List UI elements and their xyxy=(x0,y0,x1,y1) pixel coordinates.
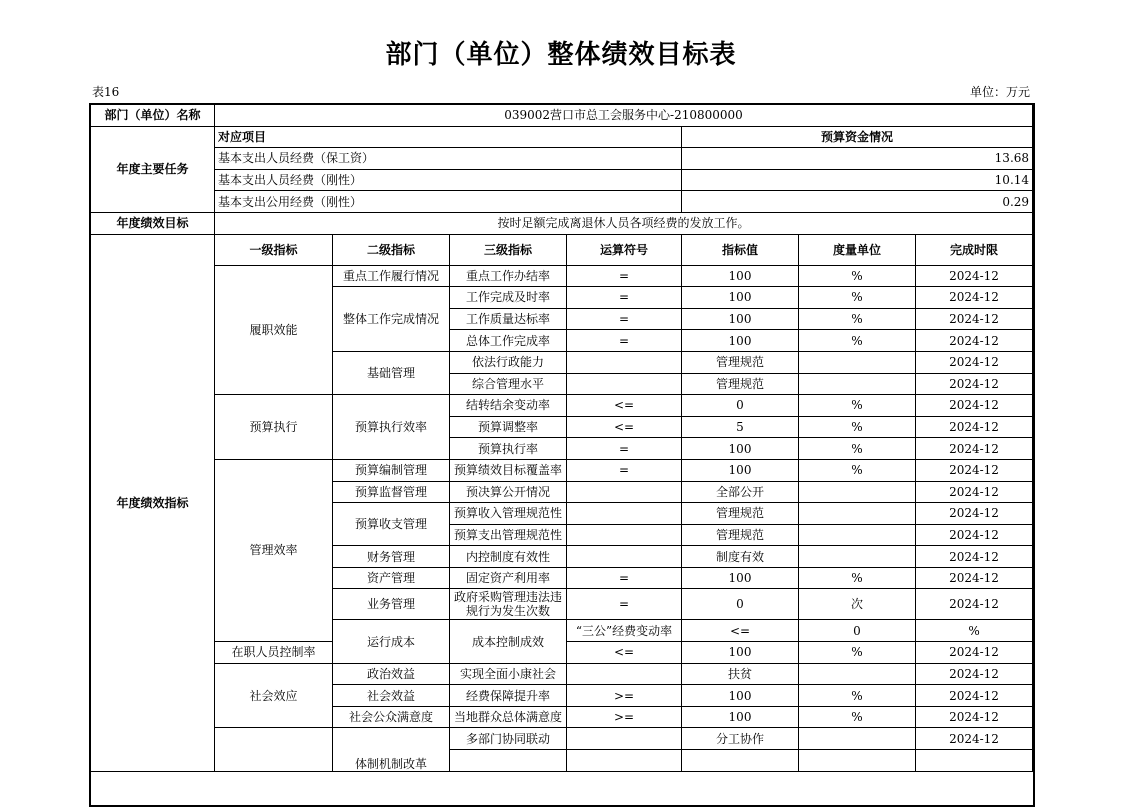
value-cell: 100 xyxy=(682,706,799,728)
value-cell: 管理规范 xyxy=(682,503,799,525)
unit-cell xyxy=(799,728,916,750)
level3-cell: 预算绩效目标覆盖率 xyxy=(450,459,567,481)
value-cell: 100 xyxy=(682,265,799,287)
level3-cell: 预决算公开情况 xyxy=(450,481,567,503)
operator-cell xyxy=(567,728,682,750)
level3-cell: 在职人员控制率 xyxy=(215,642,333,664)
operator-cell: = xyxy=(567,438,682,460)
value-cell: 0 xyxy=(799,620,916,642)
deadline-cell: 2024-12 xyxy=(916,663,1033,685)
operator-cell: = xyxy=(567,459,682,481)
level1-cell: 履职效能 xyxy=(215,265,333,395)
level3-cell: 结转结余变动率 xyxy=(450,395,567,417)
value-cell: 100 xyxy=(682,330,799,352)
header-value: 指标值 xyxy=(682,234,799,265)
operator-cell: >= xyxy=(567,706,682,728)
level2-cell: 整体工作完成情况 xyxy=(333,287,450,352)
level3-cell: 重点工作办结率 xyxy=(450,265,567,287)
deadline-cell: 2024-12 xyxy=(916,351,1033,373)
level3-cell: 内控制度有效性 xyxy=(450,546,567,568)
level2-cell: 预算执行效率 xyxy=(333,395,450,460)
level1-cell: 预算执行 xyxy=(215,395,333,460)
operator-cell: <= xyxy=(682,620,799,642)
value-cell: 100 xyxy=(682,459,799,481)
deadline-cell: 2024-12 xyxy=(916,438,1033,460)
deadline-cell xyxy=(916,750,1033,772)
table-row xyxy=(91,105,1033,127)
deadline-cell: 2024-12 xyxy=(916,589,1033,620)
level2-cell: 基础管理 xyxy=(333,351,450,394)
indicators-label: 年度绩效指标 xyxy=(91,234,215,771)
unit-cell: % xyxy=(799,416,916,438)
level2-cell: 财务管理 xyxy=(333,546,450,568)
header-level1: 一级指标 xyxy=(215,234,333,265)
value-cell: 扶贫 xyxy=(682,663,799,685)
task-item: 基本支出公用经费（刚性） xyxy=(215,191,682,213)
operator-cell: = xyxy=(567,287,682,309)
level3-cell: 固定资产利用率 xyxy=(450,567,567,589)
level3-cell: 当地群众总体满意度 xyxy=(450,706,567,728)
operator-cell: = xyxy=(567,330,682,352)
deadline-cell: 2024-12 xyxy=(916,642,1033,664)
level3-cell: 预算调整率 xyxy=(450,416,567,438)
operator-cell: = xyxy=(567,589,682,620)
table-number: 表16 xyxy=(92,85,120,99)
deadline-cell: 2024-12 xyxy=(916,265,1033,287)
task-item: 基本支出人员经费（刚性） xyxy=(215,169,682,191)
unit-label: 单位：万元 xyxy=(969,85,1030,99)
unit-cell xyxy=(799,750,916,772)
operator-cell: <= xyxy=(567,395,682,417)
deadline-cell: 2024-12 xyxy=(916,287,1033,309)
operator-cell: = xyxy=(567,265,682,287)
operator-cell xyxy=(567,663,682,685)
tasks-header-item: 对应项目 xyxy=(215,126,682,148)
unit-cell: % xyxy=(799,308,916,330)
deadline-cell: 2024-12 xyxy=(916,567,1033,589)
deadline-cell: 2024-12 xyxy=(916,373,1033,395)
level2-cell: 成本控制成效 xyxy=(450,620,567,663)
value-cell: 100 xyxy=(682,642,799,664)
operator-cell: <= xyxy=(567,642,682,664)
deadline-cell: 2024-12 xyxy=(916,706,1033,728)
value-cell: 100 xyxy=(682,567,799,589)
unit-cell xyxy=(799,481,916,503)
deadline-cell: 2024-12 xyxy=(916,395,1033,417)
operator-cell xyxy=(567,373,682,395)
table-row xyxy=(91,728,1033,750)
level1-cell: 社会效应 xyxy=(215,663,333,728)
unit-cell xyxy=(799,351,916,373)
value-cell: 全部公开 xyxy=(682,481,799,503)
level3-cell: 经费保障提升率 xyxy=(450,685,567,707)
level3-cell: 预算收入管理规范性 xyxy=(450,503,567,525)
unit-cell: % xyxy=(799,685,916,707)
level2-cell: 重点工作履行情况 xyxy=(333,265,450,287)
table-row xyxy=(91,212,1033,234)
table-row xyxy=(91,265,1033,287)
level1-cell xyxy=(215,728,333,771)
level3-cell: 预算支出管理规范性 xyxy=(450,524,567,546)
unit-cell: % xyxy=(799,642,916,664)
performance-goal-table xyxy=(90,104,1033,772)
level2-cell: 预算监督管理 xyxy=(333,481,450,503)
level2-cell: 社会公众满意度 xyxy=(333,706,450,728)
value-cell: 0 xyxy=(682,395,799,417)
level3-cell: 依法行政能力 xyxy=(450,351,567,373)
table-row xyxy=(91,395,1033,417)
deadline-cell: 2024-12 xyxy=(916,524,1033,546)
operator-cell xyxy=(567,481,682,503)
operator-cell xyxy=(567,524,682,546)
header-unit: 度量单位 xyxy=(799,234,916,265)
unit-cell: % xyxy=(799,287,916,309)
value-cell xyxy=(682,750,799,772)
operator-cell: = xyxy=(567,567,682,589)
header-level2: 二级指标 xyxy=(333,234,450,265)
unit-cell: % xyxy=(916,620,1033,642)
task-amount: 0.29 xyxy=(682,191,1033,213)
value-cell: 100 xyxy=(682,287,799,309)
tasks-label: 年度主要任务 xyxy=(91,126,215,212)
unit-cell xyxy=(799,663,916,685)
level3-cell: 实现全面小康社会 xyxy=(450,663,567,685)
level3-cell: 综合管理水平 xyxy=(450,373,567,395)
table-row xyxy=(91,234,1033,265)
unit-cell: % xyxy=(799,706,916,728)
operator-cell: >= xyxy=(567,685,682,707)
deadline-cell: 2024-12 xyxy=(916,685,1033,707)
level3-cell xyxy=(450,750,567,772)
deadline-cell: 2024-12 xyxy=(916,546,1033,568)
value-cell: 100 xyxy=(682,438,799,460)
header-operator: 运算符号 xyxy=(567,234,682,265)
unit-cell: % xyxy=(799,459,916,481)
header-level3: 三级指标 xyxy=(450,234,567,265)
value-cell: 100 xyxy=(682,308,799,330)
operator-cell xyxy=(567,750,682,772)
level2-cell: 业务管理 xyxy=(333,589,450,620)
unit-cell: % xyxy=(799,265,916,287)
level3-cell: “三公”经费变动率 xyxy=(567,620,682,642)
unit-cell xyxy=(799,546,916,568)
deadline-cell: 2024-12 xyxy=(916,481,1033,503)
dept-label: 部门（单位）名称 xyxy=(91,105,215,127)
level3-cell: 政府采购管理违法违规行为发生次数 xyxy=(450,589,567,620)
level3-cell: 预算执行率 xyxy=(450,438,567,460)
unit-cell: % xyxy=(799,567,916,589)
dept-value: 039002营口市总工会服务中心-210800000 xyxy=(215,105,1033,127)
value-cell: 制度有效 xyxy=(682,546,799,568)
value-cell: 100 xyxy=(682,685,799,707)
level2-cell: 政治效益 xyxy=(333,663,450,685)
table-row xyxy=(91,169,1033,191)
goal-text: 按时足额完成离退休人员各项经费的发放工作。 xyxy=(215,212,1033,234)
unit-cell: 次 xyxy=(799,589,916,620)
level2-cell: 社会效益 xyxy=(333,685,450,707)
unit-cell: % xyxy=(799,438,916,460)
deadline-cell: 2024-12 xyxy=(916,416,1033,438)
operator-cell xyxy=(567,351,682,373)
level3-cell: 总体工作完成率 xyxy=(450,330,567,352)
value-cell: 5 xyxy=(682,416,799,438)
unit-cell xyxy=(799,373,916,395)
header-deadline: 完成时限 xyxy=(916,234,1033,265)
unit-cell xyxy=(799,503,916,525)
table-row xyxy=(91,148,1033,170)
task-amount: 10.14 xyxy=(682,169,1033,191)
level3-cell: 工作完成及时率 xyxy=(450,287,567,309)
table-row xyxy=(91,459,1033,481)
goal-label: 年度绩效目标 xyxy=(91,212,215,234)
level3-cell: 多部门协同联动 xyxy=(450,728,567,750)
operator-cell xyxy=(567,546,682,568)
page-title: 部门（单位）整体绩效目标表 xyxy=(385,40,737,70)
level2-cell: 预算编制管理 xyxy=(333,459,450,481)
value-cell: 0 xyxy=(682,589,799,620)
deadline-cell: 2024-12 xyxy=(916,459,1033,481)
level2-cell: 资产管理 xyxy=(333,567,450,589)
table-row xyxy=(91,663,1033,685)
unit-cell: % xyxy=(799,395,916,417)
value-cell: 管理规范 xyxy=(682,524,799,546)
table-row xyxy=(91,191,1033,213)
operator-cell: <= xyxy=(567,416,682,438)
operator-cell: = xyxy=(567,308,682,330)
tasks-header-budget: 预算资金情况 xyxy=(682,126,1033,148)
deadline-cell: 2024-12 xyxy=(916,330,1033,352)
value-cell: 管理规范 xyxy=(682,351,799,373)
table-row xyxy=(91,126,1033,148)
deadline-cell: 2024-12 xyxy=(916,308,1033,330)
value-cell: 分工协作 xyxy=(682,728,799,750)
deadline-cell: 2024-12 xyxy=(916,503,1033,525)
deadline-cell: 2024-12 xyxy=(916,728,1033,750)
level1-cell: 管理效率 xyxy=(215,459,333,641)
operator-cell xyxy=(567,503,682,525)
level2-cell: 预算收支管理 xyxy=(333,503,450,546)
level2-cell: 体制机制改革 xyxy=(333,728,450,771)
unit-cell: % xyxy=(799,330,916,352)
level3-cell: 工作质量达标率 xyxy=(450,308,567,330)
value-cell: 管理规范 xyxy=(682,373,799,395)
level1-cell: 运行成本 xyxy=(333,620,450,663)
task-item: 基本支出人员经费（保工资） xyxy=(215,148,682,170)
unit-cell xyxy=(799,524,916,546)
task-amount: 13.68 xyxy=(682,148,1033,170)
